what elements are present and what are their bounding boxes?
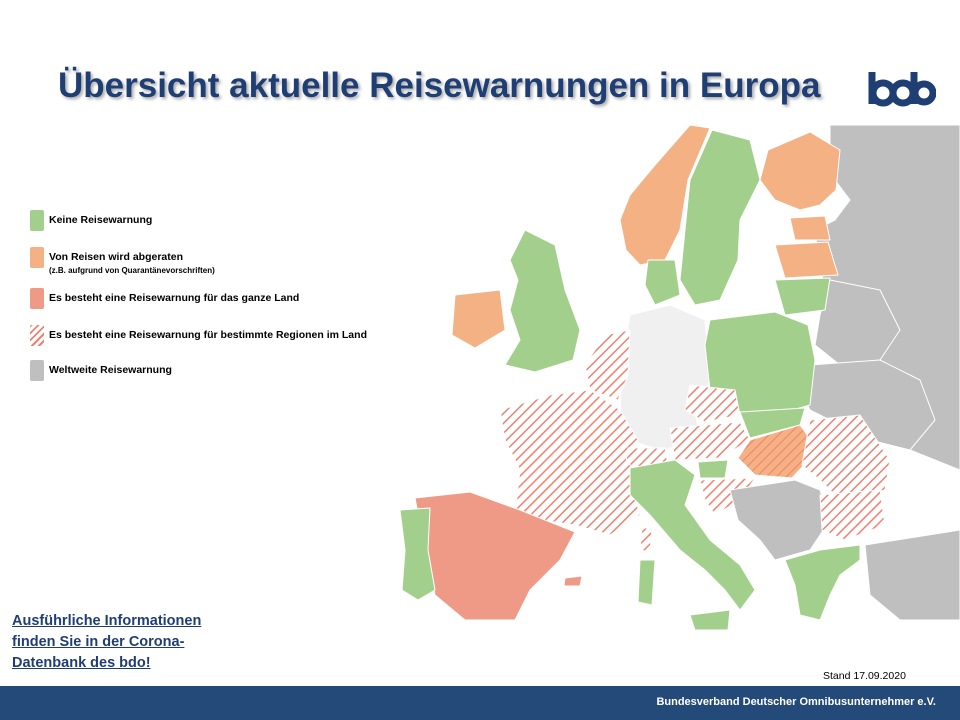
legend-label: Weltweite Reisewarnung — [49, 364, 172, 376]
country-austria — [670, 422, 750, 460]
country-turkey — [865, 530, 960, 620]
corona-database-link[interactable]: Ausführliche Informationen finden Sie in der Corona-Datenbank des bdo! — [12, 613, 202, 671]
country-ireland — [452, 290, 505, 348]
date-stamp: Stand 17.09.2020 — [823, 670, 906, 682]
legend-sublabel: (z.B. aufgrund von Quarantänevorschriften) — [49, 266, 215, 275]
island-sicily — [690, 610, 730, 630]
country-finland — [760, 132, 840, 210]
legend-item-ganzes-land — [30, 288, 299, 309]
bdo-logo — [866, 70, 936, 108]
page-title: Übersicht aktuelle Reisewarnungen in Europa — [58, 66, 821, 105]
legend-swatch-grey — [30, 360, 44, 381]
legend-item-regionen — [30, 325, 367, 346]
country-latvia — [775, 242, 838, 278]
legend-label: Von Reisen wird abgeraten — [49, 251, 184, 263]
country-greece — [785, 545, 860, 620]
legend-swatch-red — [30, 288, 44, 309]
country-denmark — [645, 260, 680, 305]
legend-swatch-orange — [30, 247, 44, 268]
legend-item-abgeraten — [30, 247, 215, 277]
island-corsica — [640, 528, 652, 552]
legend-label: Keine Reisewarnung — [49, 214, 153, 226]
country-bulgaria — [820, 490, 885, 540]
legend-label: Es besteht eine Reisewarnung für das ganze Land — [49, 292, 300, 304]
island-sardinia — [638, 560, 655, 605]
footer-bar — [0, 686, 960, 720]
legend-item-keine — [30, 210, 152, 231]
legend-item-weltweit — [30, 360, 172, 381]
legend-swatch-green — [30, 210, 44, 231]
legend-swatch-hatched — [30, 325, 44, 346]
country-uk — [505, 230, 580, 372]
europe-map — [390, 120, 960, 686]
country-estonia — [790, 216, 830, 240]
country-lithuania — [775, 278, 830, 315]
footer-text: Bundesverband Deutscher Omnibusunternehmer e.V. — [656, 696, 936, 708]
legend-label: Es besteht eine Reisewarnung für bestimmte Regionen im Land — [49, 329, 367, 341]
island-balearics — [564, 576, 582, 586]
region-western-balkans — [730, 480, 830, 560]
country-slovenia — [698, 460, 728, 478]
